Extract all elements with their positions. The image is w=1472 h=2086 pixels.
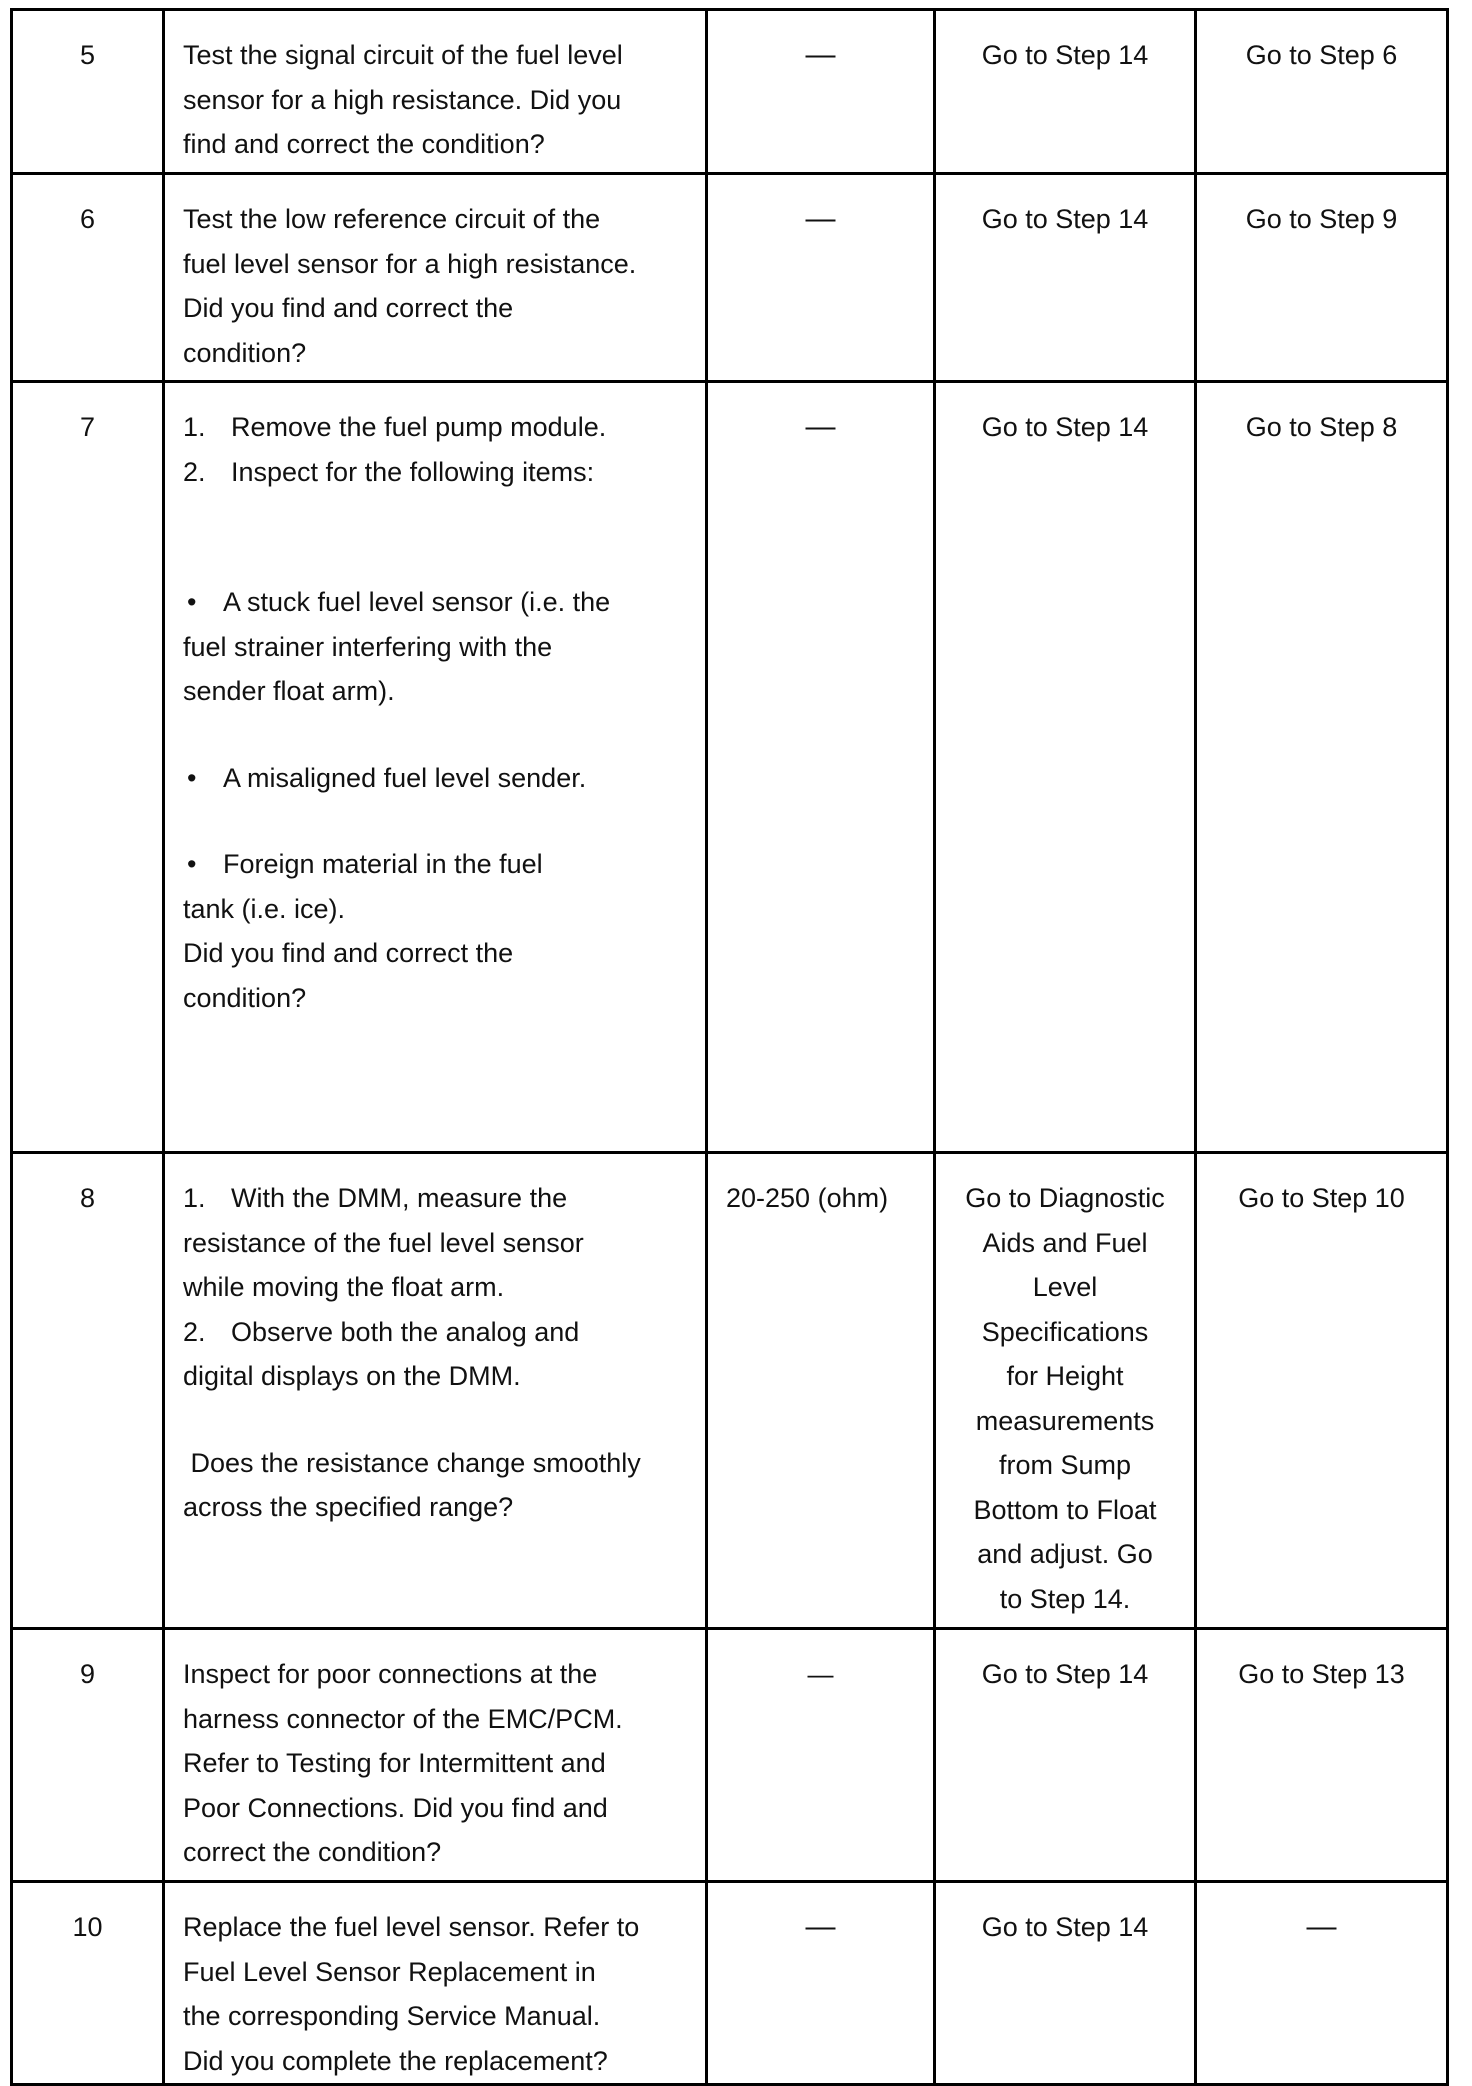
no-dash: — <box>1306 1910 1337 1943</box>
question-line: Did you find and correct the <box>183 938 514 968</box>
yes-cell: Go to Step 14 <box>935 1629 1196 1882</box>
table-row <box>12 1153 1448 1629</box>
no-cell: Go to Step 6 <box>1196 10 1448 174</box>
action-line: while moving the float arm. <box>183 1272 505 1302</box>
step-number: 8 <box>12 1153 164 1629</box>
table-row <box>12 1882 1448 2085</box>
action-cell <box>164 10 707 174</box>
bullet-line: sender float arm). <box>183 676 395 706</box>
question-line: across the specified range? <box>183 1492 514 1522</box>
value-dash: — <box>807 1659 834 1689</box>
value-dash: — <box>805 202 836 235</box>
action-line: Fuel Level Sensor Replacement in <box>183 1956 596 1987</box>
action-line: Poor Connections. Did you find and <box>183 1792 608 1823</box>
action-line: find and correct the condition? <box>183 129 545 159</box>
value-dash: — <box>805 410 836 443</box>
step-number: 7 <box>12 382 164 1153</box>
bullet-line: tank (i.e. ice). <box>183 893 346 924</box>
action-line: Did you complete the replacement? <box>183 2045 608 2076</box>
table-row <box>12 1629 1448 1882</box>
action-line: condition? <box>183 337 307 368</box>
value-dash: — <box>805 38 836 71</box>
no-cell: Go to Step 13 <box>1196 1629 1448 1882</box>
yes-cell: Go to Diagnostic Aids and Fuel Level Specifications for Height measurements from Sump Bottom to Float and adjust. Go to Step 14. <box>935 1153 1196 1629</box>
no-cell: Go to Step 8 <box>1196 382 1448 1153</box>
question-line: Does the resistance change smoothly <box>183 1447 641 1478</box>
diagnostic-table <box>10 8 1449 2086</box>
action-line: Refer to Testing for Intermittent and <box>183 1748 606 1778</box>
bullet-item: • A stuck fuel level sensor (i.e. the <box>187 587 611 617</box>
numbered-item: 1. Remove the fuel pump module. <box>183 412 607 442</box>
step-number: 10 <box>12 1882 164 2085</box>
value-cell <box>707 1629 935 1882</box>
action-line: correct the condition? <box>183 1837 442 1867</box>
value-cell <box>707 382 935 1153</box>
action-line: Test the signal circuit of the fuel level <box>183 40 623 70</box>
value-cell <box>707 174 935 382</box>
bullet-item: • Foreign material in the fuel <box>187 849 543 879</box>
table-row <box>12 382 1448 1153</box>
table-row <box>12 174 1448 382</box>
action-cell <box>164 382 707 1153</box>
action-cell <box>164 1882 707 2085</box>
value-cell <box>707 1882 935 2085</box>
action-line: sensor for a high resistance. Did you <box>183 84 622 115</box>
yes-cell: Go to Step 14 <box>935 382 1196 1153</box>
numbered-item: 2. Inspect for the following items: <box>183 456 595 487</box>
no-cell: Go to Step 9 <box>1196 174 1448 382</box>
action-cell <box>164 1153 707 1629</box>
value-cell: 20-250 (ohm) <box>707 1153 935 1629</box>
no-cell: Go to Step 10 <box>1196 1153 1448 1629</box>
action-line: digital displays on the DMM. <box>183 1361 521 1391</box>
numbered-item: 2. Observe both the analog and <box>183 1316 580 1347</box>
step-number: 6 <box>12 174 164 382</box>
question-line: condition? <box>183 982 307 1013</box>
action-line: Did you find and correct the <box>183 293 514 323</box>
action-line: harness connector of the EMC/PCM. <box>183 1703 623 1734</box>
yes-cell: Go to Step 14 <box>935 1882 1196 2085</box>
numbered-item: 1. With the DMM, measure the <box>183 1183 568 1213</box>
value-dash: — <box>805 1910 836 1943</box>
action-line: resistance of the fuel level sensor <box>183 1227 584 1258</box>
step-number: 9 <box>12 1629 164 1882</box>
action-cell <box>164 174 707 382</box>
action-line: fuel level sensor for a high resistance. <box>183 248 637 279</box>
action-line: Test the low reference circuit of the <box>183 204 601 234</box>
table-row <box>12 10 1448 174</box>
step-number: 5 <box>12 10 164 174</box>
bullet-line: fuel strainer interfering with the <box>183 631 553 662</box>
action-line: Inspect for poor connections at the <box>183 1659 598 1689</box>
value-cell <box>707 10 935 174</box>
bullet-item: • A misaligned fuel level sender. <box>187 762 587 793</box>
no-cell <box>1196 1882 1448 2085</box>
action-cell <box>164 1629 707 1882</box>
yes-cell: Go to Step 14 <box>935 174 1196 382</box>
action-line: Replace the fuel level sensor. Refer to <box>183 1912 640 1942</box>
action-line: the corresponding Service Manual. <box>183 2001 601 2031</box>
yes-cell: Go to Step 14 <box>935 10 1196 174</box>
